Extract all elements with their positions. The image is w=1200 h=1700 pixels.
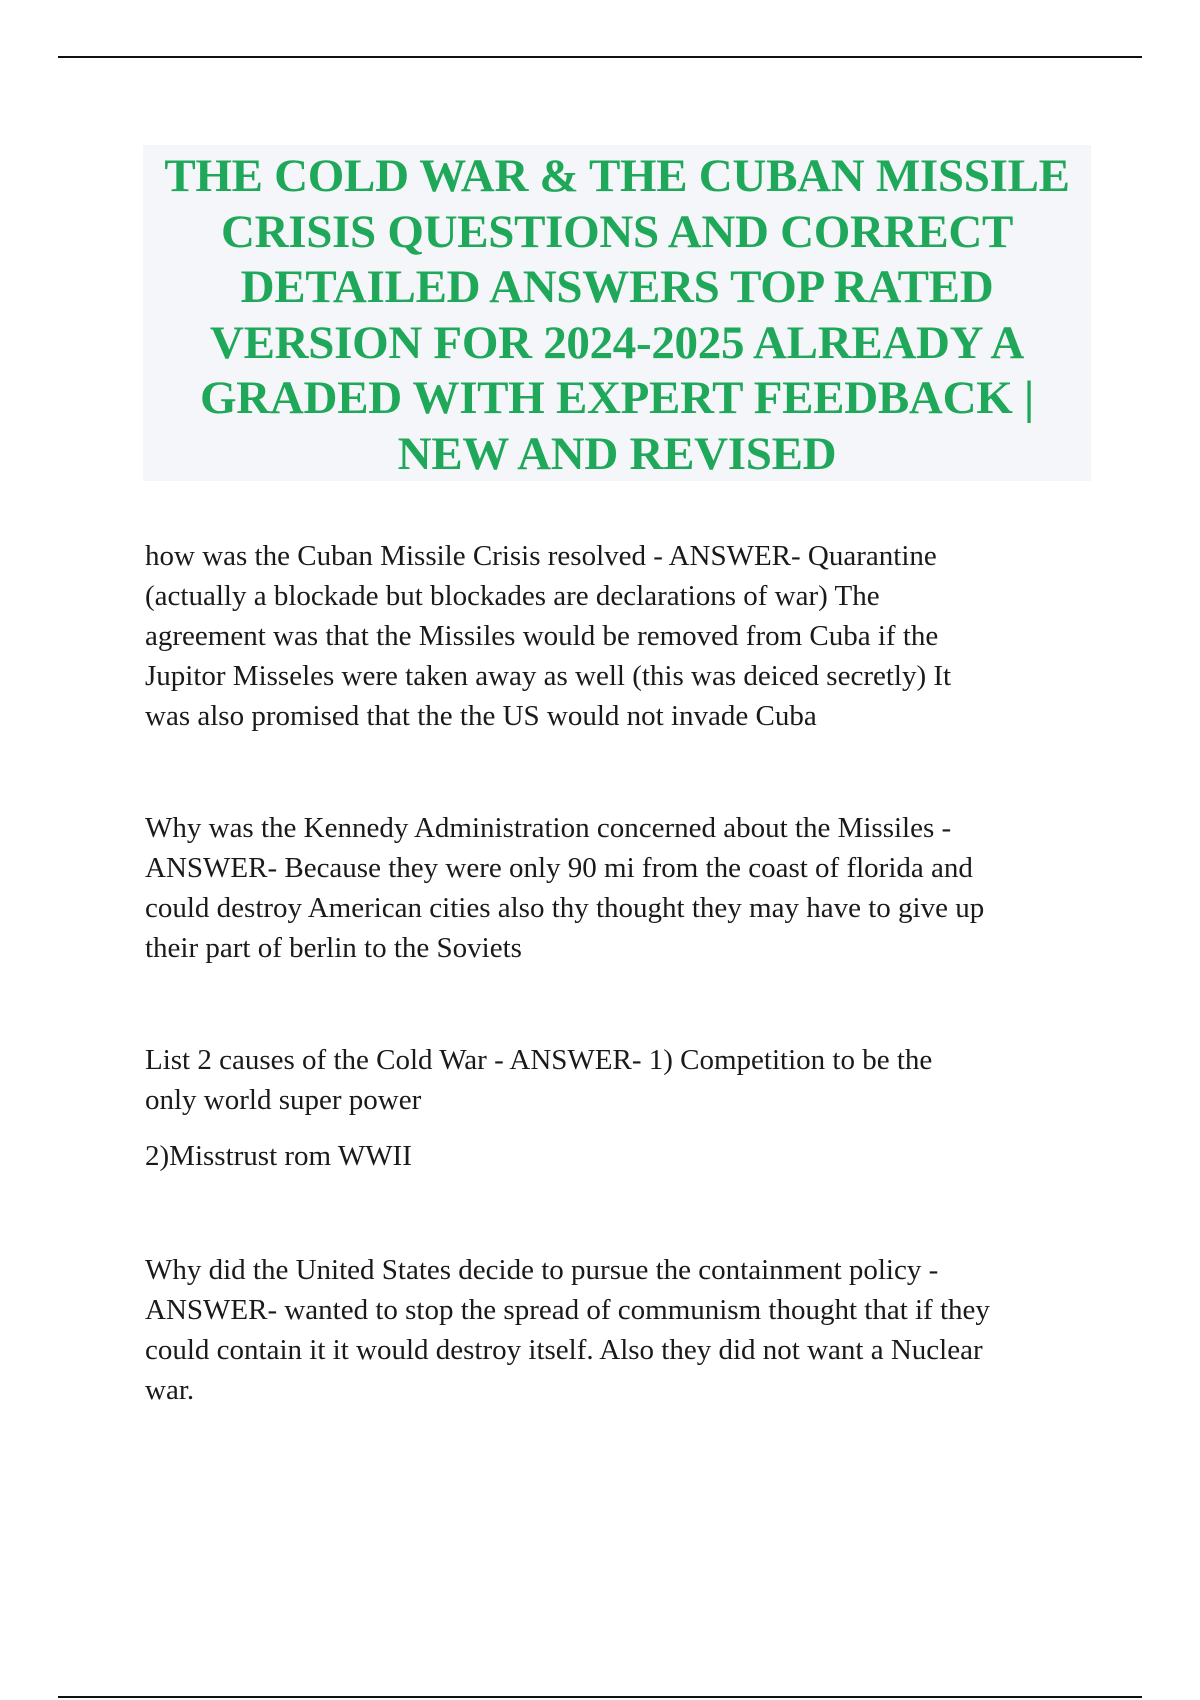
qa-text-line: how was the Cuban Missile Crisis resolved - ANSWER- Quarantine — [145, 540, 937, 572]
header-rule — [58, 56, 1142, 58]
title-line: DETAILED ANSWERS TOP RATED — [240, 261, 994, 313]
qa-text-line: List 2 causes of the Cold War - ANSWER- 1) Competition to be the — [145, 1044, 933, 1076]
qa-text-line: agreement was that the Missiles would be removed from Cuba if the — [145, 620, 939, 652]
title-line: VERSION FOR 2024-2025 ALREADY A — [209, 316, 1025, 369]
qa-text-line: only world super power — [145, 1084, 422, 1116]
title-line: GRADED WITH EXPERT FEEDBACK | — [200, 372, 1034, 424]
qa-item-cold-war-causes-continuation — [145, 1136, 1105, 1176]
qa-text-line: could contain it it would destroy itself. Also they did not want a Nuclear — [145, 1334, 983, 1366]
qa-text-line: war. — [145, 1374, 195, 1406]
qa-text-line: Jupitor Misseles were taken away as well (this was deiced secretly) It — [145, 660, 952, 692]
qa-text-line: 2)Misstrust rom WWII — [145, 1140, 412, 1172]
qa-item-containment-policy — [145, 1250, 1105, 1410]
title-line: CRISIS QUESTIONS AND CORRECT — [220, 205, 1014, 258]
qa-text-line: their part of berlin to the Soviets — [145, 932, 522, 964]
qa-text-line: ANSWER- wanted to stop the spread of communism thought that if they — [145, 1294, 990, 1326]
qa-text-line: ANSWER- Because they were only 90 mi from the coast of florida and — [145, 852, 973, 884]
qa-text-line: Why did the United States decide to pursue the containment policy - — [145, 1254, 939, 1286]
qa-text-line: was also promised that the the US would not invade Cuba — [145, 700, 817, 732]
qa-text-line: could destroy American cities also thy thought they may have to give up — [145, 892, 985, 924]
qa-text-line: (actually a blockade but blockades are declarations of war) The — [145, 580, 880, 612]
document-title — [143, 149, 1091, 482]
title-line: THE COLD WAR & THE CUBAN MISSILE — [164, 150, 1070, 202]
qa-item-crisis-resolved — [145, 536, 1105, 736]
qa-item-kennedy-concern — [145, 808, 1105, 968]
footer-rule — [58, 1696, 1142, 1698]
title-line: NEW AND REVISED — [397, 427, 837, 480]
qa-item-cold-war-causes — [145, 1040, 1105, 1120]
qa-text-line: Why was the Kennedy Administration concerned about the Missiles - — [145, 812, 952, 844]
title-banner — [143, 145, 1091, 481]
